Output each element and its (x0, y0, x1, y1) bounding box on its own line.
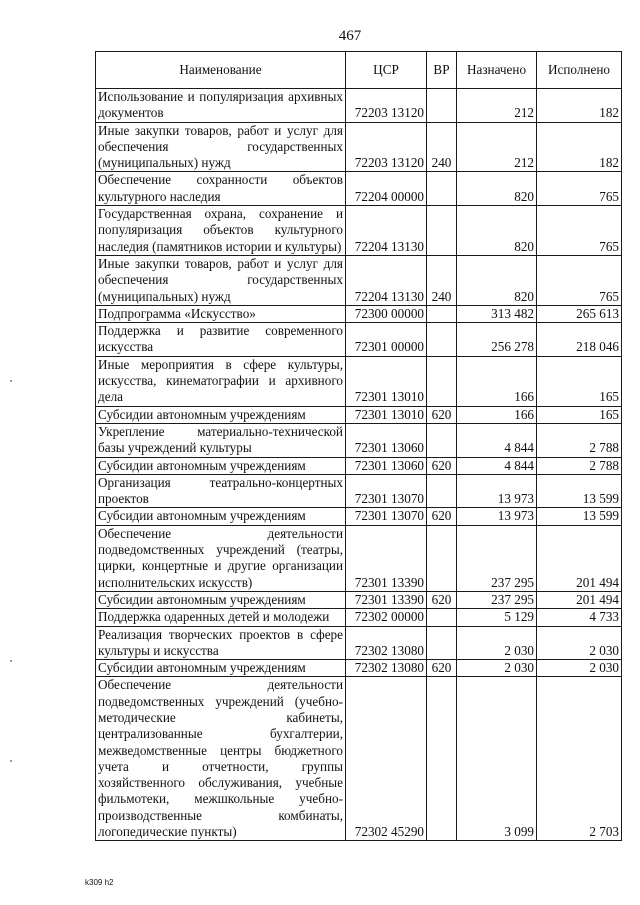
cell-executed: 2 703 (537, 677, 622, 841)
cell-executed: 4 733 (537, 609, 622, 626)
cell-vr (427, 609, 457, 626)
cell-csr: 72203 13120 (346, 89, 427, 123)
header-assigned: Назначено (457, 52, 537, 89)
cell-csr: 72302 00000 (346, 609, 427, 626)
table-row (96, 122, 622, 172)
cell-executed: 2 788 (537, 423, 622, 457)
cell-executed: 218 046 (537, 323, 622, 357)
cell-assigned: 4 844 (457, 457, 537, 474)
cell-csr: 72301 13070 (346, 474, 427, 508)
table-header-row (96, 52, 622, 89)
cell-vr: 620 (427, 406, 457, 423)
cell-csr: 72301 13060 (346, 457, 427, 474)
table-row (96, 356, 622, 406)
cell-assigned: 166 (457, 406, 537, 423)
cell-assigned: 3 099 (457, 677, 537, 841)
cell-name: Государственная охрана, сохранение и популяризация объектов культурного наследия (памятников истории и культуры) (96, 206, 346, 256)
table-row (96, 305, 622, 322)
cell-executed: 13 599 (537, 474, 622, 508)
table-row (96, 626, 622, 660)
cell-vr (427, 172, 457, 206)
cell-executed: 182 (537, 89, 622, 123)
header-name: Наименование (96, 52, 346, 89)
table-row (96, 525, 622, 591)
budget-table (95, 51, 622, 841)
table-body (96, 89, 622, 841)
cell-vr: 620 (427, 660, 457, 677)
table-row (96, 255, 622, 305)
cell-executed: 765 (537, 206, 622, 256)
cell-name: Субсидии автономным учреждениям (96, 457, 346, 474)
cell-assigned: 212 (457, 89, 537, 123)
cell-name: Субсидии автономным учреждениям (96, 660, 346, 677)
cell-assigned: 13 973 (457, 508, 537, 525)
cell-assigned: 256 278 (457, 323, 537, 357)
table-row (96, 89, 622, 123)
cell-vr (427, 677, 457, 841)
cell-csr: 72204 13130 (346, 206, 427, 256)
cell-assigned: 13 973 (457, 474, 537, 508)
cell-assigned: 2 030 (457, 626, 537, 660)
cell-assigned: 5 129 (457, 609, 537, 626)
cell-name: Использование и популяризация архивных документов (96, 89, 346, 123)
cell-csr: 72204 13130 (346, 255, 427, 305)
cell-assigned: 166 (457, 356, 537, 406)
cell-csr: 72301 13070 (346, 508, 427, 525)
cell-name: Обеспечение деятельности подведомственных учреждений (учебно-методические кабинеты, централизованные бухгалтерии, межведомственные центры бюджетного учета и отчетности, группы хозяйственного обслуживания, учебные фильмотеки, межшкольные учебно-производственные комбинаты, логопедические пункты) (96, 677, 346, 841)
header-executed: Исполнено (537, 52, 622, 89)
cell-name: Поддержка одаренных детей и молодежи (96, 609, 346, 626)
cell-name: Подпрограмма «Искусство» (96, 305, 346, 322)
cell-vr (427, 305, 457, 322)
cell-executed: 165 (537, 406, 622, 423)
cell-csr: 72204 00000 (346, 172, 427, 206)
table-row (96, 591, 622, 608)
cell-vr: 620 (427, 457, 457, 474)
scan-mark (10, 380, 12, 382)
cell-vr (427, 206, 457, 256)
cell-assigned: 313 482 (457, 305, 537, 322)
cell-name: Реализация творческих проектов в сфере культуры и искусства (96, 626, 346, 660)
cell-executed: 265 613 (537, 305, 622, 322)
cell-vr: 620 (427, 591, 457, 608)
cell-executed: 2 788 (537, 457, 622, 474)
cell-csr: 72302 45290 (346, 677, 427, 841)
cell-name: Укрепление материально-технической базы учреждений культуры (96, 423, 346, 457)
header-vr: ВР (427, 52, 457, 89)
cell-name: Организация театрально-концертных проектов (96, 474, 346, 508)
table-row (96, 406, 622, 423)
cell-csr: 72302 13080 (346, 626, 427, 660)
cell-assigned: 820 (457, 255, 537, 305)
scan-mark (10, 760, 12, 762)
cell-vr (427, 525, 457, 591)
cell-csr: 72301 00000 (346, 323, 427, 357)
cell-executed: 201 494 (537, 591, 622, 608)
cell-vr: 620 (427, 508, 457, 525)
cell-vr: 240 (427, 255, 457, 305)
cell-csr: 72301 13010 (346, 406, 427, 423)
cell-assigned: 2 030 (457, 660, 537, 677)
table-row (96, 660, 622, 677)
cell-vr: 240 (427, 122, 457, 172)
header-csr: ЦСР (346, 52, 427, 89)
cell-executed: 201 494 (537, 525, 622, 591)
cell-name: Обеспечение сохранности объектов культурного наследия (96, 172, 346, 206)
cell-assigned: 237 295 (457, 591, 537, 608)
table-row (96, 172, 622, 206)
cell-name: Субсидии автономным учреждениям (96, 508, 346, 525)
table-row (96, 677, 622, 841)
cell-assigned: 212 (457, 122, 537, 172)
cell-vr (427, 89, 457, 123)
cell-csr: 72301 13390 (346, 525, 427, 591)
cell-csr: 72301 13060 (346, 423, 427, 457)
cell-csr: 72302 13080 (346, 660, 427, 677)
cell-executed: 765 (537, 172, 622, 206)
cell-name: Поддержка и развитие современного искусства (96, 323, 346, 357)
cell-vr (427, 356, 457, 406)
cell-assigned: 4 844 (457, 423, 537, 457)
cell-vr (427, 474, 457, 508)
table-row (96, 609, 622, 626)
table-row (96, 323, 622, 357)
cell-name: Субсидии автономным учреждениям (96, 591, 346, 608)
cell-name: Иные мероприятия в сфере культуры, искусства, кинематографии и архивного дела (96, 356, 346, 406)
cell-executed: 165 (537, 356, 622, 406)
cell-csr: 72300 00000 (346, 305, 427, 322)
table-row (96, 457, 622, 474)
table-row (96, 508, 622, 525)
cell-vr (427, 323, 457, 357)
cell-assigned: 237 295 (457, 525, 537, 591)
cell-executed: 182 (537, 122, 622, 172)
page-number: 467 (338, 28, 362, 44)
table-row (96, 423, 622, 457)
cell-csr: 72301 13010 (346, 356, 427, 406)
table-row (96, 474, 622, 508)
cell-name: Иные закупки товаров, работ и услуг для обеспечения государственных (муниципальных) нужд (96, 255, 346, 305)
cell-csr: 72301 13390 (346, 591, 427, 608)
footer-code: k309 h2 (85, 878, 114, 887)
cell-csr: 72203 13120 (346, 122, 427, 172)
cell-name: Субсидии автономным учреждениям (96, 406, 346, 423)
cell-executed: 2 030 (537, 660, 622, 677)
cell-name: Обеспечение деятельности подведомственных учреждений (театры, цирки, концертные и другие организации исполнительских искусств) (96, 525, 346, 591)
cell-assigned: 820 (457, 206, 537, 256)
cell-assigned: 820 (457, 172, 537, 206)
cell-name: Иные закупки товаров, работ и услуг для обеспечения государственных (муниципальных) нужд (96, 122, 346, 172)
scan-mark (10, 660, 12, 662)
cell-vr (427, 423, 457, 457)
table-row (96, 206, 622, 256)
cell-executed: 13 599 (537, 508, 622, 525)
cell-vr (427, 626, 457, 660)
cell-executed: 2 030 (537, 626, 622, 660)
cell-executed: 765 (537, 255, 622, 305)
